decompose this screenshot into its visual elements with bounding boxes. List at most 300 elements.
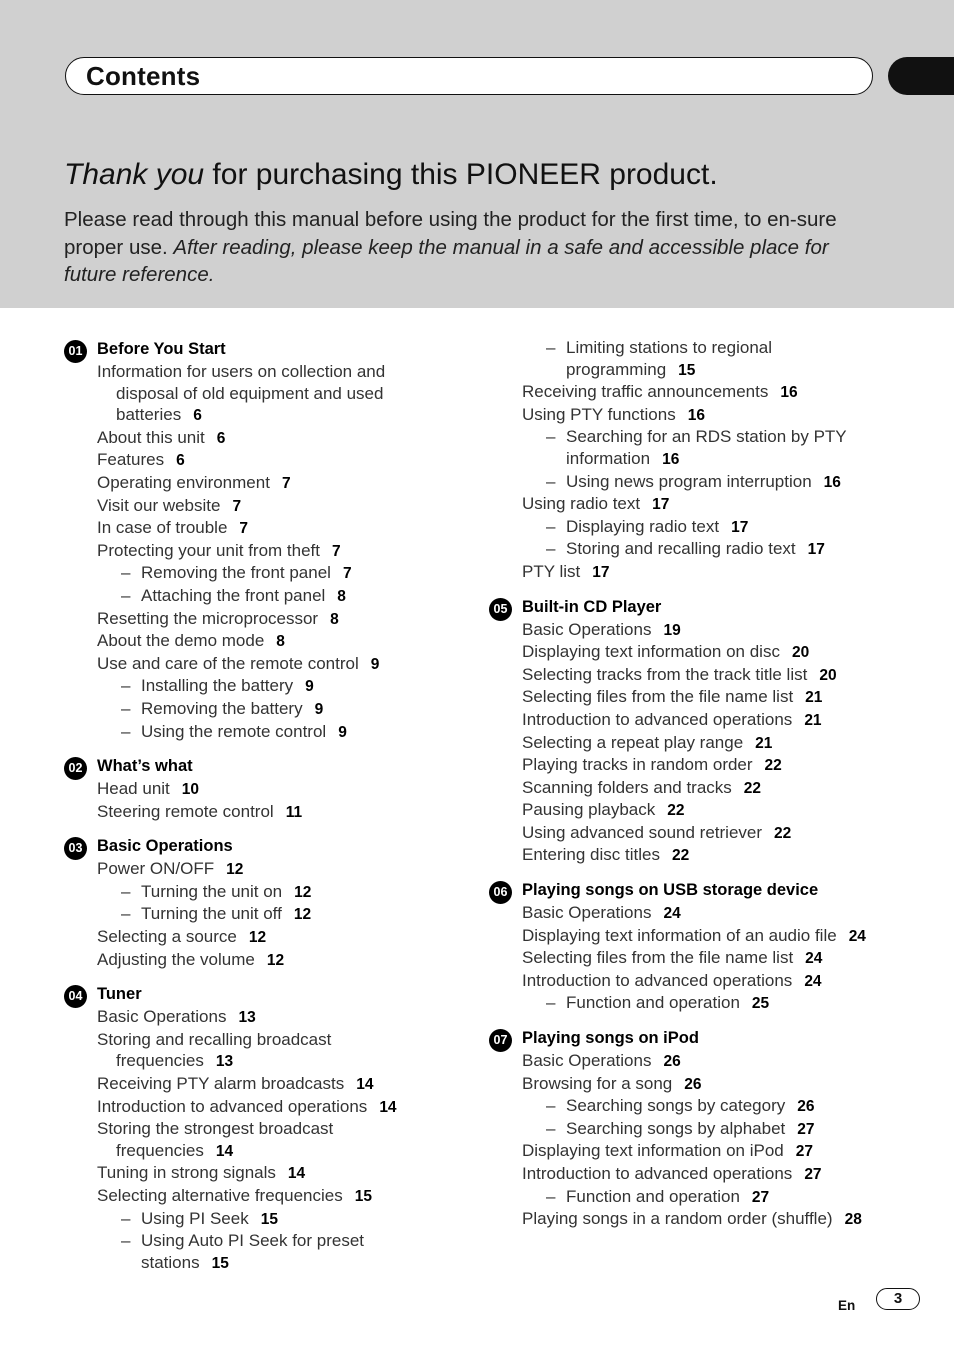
toc-entry-wrap [97, 1029, 444, 1073]
subentry-dash: – [121, 676, 131, 696]
toc-page-number: 22 [764, 757, 782, 775]
toc-entry-text: About the demo mode [97, 631, 265, 651]
toc-entry[interactable] [64, 698, 444, 721]
toc-page-number: 26 [663, 1053, 681, 1071]
toc-entry-text: Basic Operations [522, 619, 652, 639]
toc-entry-text: Storing and recalling broadcast frequencies [97, 1029, 332, 1071]
toc-entry-text: Pausing playback [522, 800, 656, 820]
toc-entry[interactable] [489, 664, 889, 687]
toc-page-number: 9 [370, 655, 380, 673]
toc-entry[interactable] [64, 653, 444, 676]
toc-page-number: 24 [663, 905, 681, 923]
toc-page-number: 7 [232, 497, 242, 515]
section-heading[interactable] [64, 756, 444, 778]
toc-page-number: 24 [804, 972, 822, 990]
toc-entry[interactable] [64, 427, 444, 450]
toc-entry[interactable] [64, 926, 444, 949]
toc-entry[interactable] [489, 732, 889, 755]
toc-entry[interactable] [489, 471, 889, 494]
subentry-dash: – [546, 1096, 556, 1116]
toc-page-number: 12 [266, 951, 285, 969]
toc-entry-text: Displaying text information on disc [522, 642, 780, 662]
toc-entry-text: Function and operation [566, 1186, 740, 1206]
toc-entry-wrap [97, 540, 444, 563]
toc-entry-text: Using Auto PI Seek for preset stations [141, 1231, 365, 1272]
toc-entry-text: Visit our website [97, 495, 221, 515]
section-heading[interactable] [489, 880, 889, 902]
toc-entry[interactable] [489, 1095, 889, 1118]
toc-entry-wrap [566, 1095, 889, 1118]
toc-entry-wrap [522, 947, 889, 970]
toc-page-number: 14 [287, 1165, 306, 1183]
toc-entry[interactable] [64, 1185, 444, 1208]
toc-entry[interactable] [64, 1029, 444, 1073]
toc-page-number: 13 [215, 1053, 234, 1071]
toc-page-number: 24 [805, 950, 823, 968]
toc-entry-text: Selecting files from the file name list [522, 948, 794, 968]
toc-entry-wrap [97, 778, 444, 801]
toc-page-number: 9 [338, 723, 347, 741]
section-number-badge: 03 [64, 837, 87, 860]
subentry-dash: – [121, 881, 131, 901]
toc-entry-text: Browsing for a song [522, 1073, 673, 1093]
section-number-badge: 05 [489, 598, 512, 621]
toc-entry-wrap [141, 1230, 444, 1274]
toc-page-number: 8 [337, 587, 346, 605]
contents-title-bar [65, 57, 873, 95]
toc-page-number: 20 [791, 644, 810, 662]
subentry-dash: – [546, 338, 556, 357]
toc-entry-text: Resetting the microprocessor [97, 608, 319, 628]
toc-entry-wrap [522, 754, 889, 777]
toc-entry[interactable] [489, 1073, 889, 1096]
toc-entry-wrap [97, 949, 444, 972]
toc-page-number: 27 [795, 1143, 813, 1161]
toc-page-number: 7 [239, 520, 249, 538]
subentry-dash: – [546, 427, 556, 447]
toc-entry[interactable] [489, 538, 889, 561]
toc-entry-wrap [97, 1185, 444, 1208]
toc-entry-wrap [97, 1073, 444, 1096]
toc-entry-text: Using PTY functions [522, 404, 676, 424]
toc-entry-text: Displaying text information on iPod [522, 1141, 784, 1161]
toc-section [64, 984, 444, 1274]
toc-entry-wrap [522, 381, 889, 404]
toc-entry-wrap [522, 970, 889, 993]
toc-page-number: 9 [314, 700, 324, 718]
toc-entry[interactable] [489, 992, 889, 1015]
toc-page-number: 19 [663, 621, 681, 639]
subentry-dash: – [546, 539, 556, 559]
toc-entry-wrap [522, 902, 889, 925]
toc-page-number: 26 [684, 1075, 702, 1093]
toc-entry[interactable] [64, 903, 444, 926]
toc-entry-wrap [522, 799, 889, 822]
toc-page-number: 12 [226, 861, 244, 879]
toc-entry-text: Scanning folders and tracks [522, 777, 732, 797]
toc-entry-text: Receiving traffic announcements [522, 382, 769, 402]
toc-entry-wrap [97, 858, 444, 881]
toc-entry[interactable] [64, 858, 444, 881]
toc-page-number: 17 [592, 563, 610, 581]
section-title: Before You Start [97, 340, 226, 358]
toc-entry-text: Introduction to advanced operations [522, 709, 793, 729]
toc-entry[interactable] [64, 1073, 444, 1096]
toc-page-number: 7 [342, 565, 352, 583]
toc-page-number: 27 [797, 1120, 815, 1138]
toc-entry-wrap [97, 517, 444, 540]
toc-page-number: 14 [215, 1142, 234, 1160]
toc-entry-text: Adjusting the volume [97, 949, 255, 969]
toc-entry[interactable] [489, 754, 889, 777]
toc-entry-text: Selecting a source [97, 927, 237, 947]
toc-entry[interactable] [489, 822, 889, 845]
section-number-badge: 06 [489, 881, 512, 904]
toc-entry-wrap [97, 926, 444, 949]
toc-entry[interactable] [64, 540, 444, 563]
toc-entry-wrap [522, 732, 889, 755]
toc-entry[interactable] [489, 337, 889, 381]
toc-page-number: 14 [356, 1076, 374, 1094]
toc-entry-wrap [522, 822, 889, 845]
toc-entry-wrap [522, 1073, 889, 1096]
toc-entry[interactable] [64, 1006, 444, 1029]
toc-entry-text: Introduction to advanced operations [522, 970, 793, 990]
toc-entry-text: Operating environment [97, 472, 270, 492]
toc-page-number: 15 [354, 1188, 372, 1205]
toc-entry[interactable] [64, 361, 444, 427]
toc-entry-text: Basic Operations [522, 1051, 652, 1071]
toc-page-number: 22 [667, 802, 685, 820]
toc-page-number: 22 [743, 779, 762, 797]
toc-entry-text: Selecting tracks from the track title list [522, 664, 808, 684]
toc-entry-wrap [97, 427, 444, 450]
toc-entry[interactable] [64, 675, 444, 698]
toc-entry-wrap [97, 1096, 444, 1119]
toc-entry[interactable] [489, 902, 889, 925]
section-title: Playing songs on USB storage device [522, 881, 819, 900]
toc-entry[interactable] [64, 630, 444, 653]
toc-entry-text: Selecting alternative frequencies [97, 1186, 343, 1205]
toc-section [489, 880, 889, 1015]
toc-entry-wrap [566, 992, 889, 1015]
toc-entry-text: Searching songs by alphabet [566, 1118, 786, 1138]
toc-entry[interactable] [489, 1163, 889, 1186]
toc-entry-text: Protecting your unit from theft [97, 540, 320, 560]
section-tab-marker [888, 57, 954, 95]
toc-entry-text: Basic Operations [522, 903, 652, 923]
toc-page-number: 16 [662, 450, 680, 468]
toc-entry-text: Storing and recalling radio text [566, 539, 796, 559]
toc-entry-text: Use and care of the remote control [97, 653, 359, 673]
toc-entry-wrap [141, 562, 444, 585]
toc-entry-text: Displaying text information of an audio file [522, 925, 837, 945]
section-title: What’s what [97, 757, 193, 776]
section-title: Tuner [97, 985, 142, 1004]
toc-entry[interactable] [489, 493, 889, 516]
toc-page-number: 15 [678, 361, 696, 379]
toc-page-number: 9 [305, 678, 314, 696]
language-label: En [838, 1298, 856, 1313]
toc-entry-text: Using news program interruption [566, 471, 812, 491]
toc-entry-wrap [522, 1208, 889, 1231]
toc-entry-wrap [141, 675, 444, 698]
toc-entry-wrap [566, 516, 889, 539]
toc-entry[interactable] [64, 1162, 444, 1185]
intro-italic: After reading, please keep the manual in a safe and accessible place for future reference. [64, 235, 829, 286]
toc-entry[interactable] [489, 925, 889, 948]
toc-entry-wrap [522, 404, 889, 427]
section-number-badge: 04 [64, 985, 87, 1008]
subentry-dash: – [546, 516, 556, 536]
toc-entry-text: Selecting files from the file name list [522, 687, 794, 707]
section-title: Built-in CD Player [522, 597, 662, 616]
subentry-dash: – [121, 563, 131, 583]
toc-entry-wrap [141, 903, 444, 926]
toc-section [489, 1028, 889, 1231]
toc-entry-wrap [522, 619, 889, 642]
toc-entry-text: Searching songs by category [566, 1096, 786, 1116]
toc-entry-wrap [97, 608, 444, 631]
toc-page-number: 12 [294, 883, 312, 901]
toc-entry[interactable] [64, 449, 444, 472]
toc-entry-wrap [522, 686, 889, 709]
subentry-dash: – [121, 698, 131, 718]
toc-page-number: 8 [330, 610, 339, 628]
toc-entry[interactable] [489, 844, 889, 867]
toc-entry-wrap [522, 493, 889, 516]
toc-entry[interactable] [64, 801, 444, 824]
thank-you-rest: for purchasing this PIONEER product. [204, 158, 718, 191]
toc-entry[interactable] [489, 1186, 889, 1209]
toc-page-number: 28 [844, 1211, 862, 1229]
toc-entry-text: Information for users on collection and disposal of old equipment and used batteries [97, 362, 386, 425]
toc-page-number: 21 [805, 689, 823, 707]
toc-section [489, 337, 889, 584]
toc-page-number: 20 [819, 666, 837, 684]
toc-entry[interactable] [64, 562, 444, 585]
toc-entry-wrap [522, 925, 889, 948]
toc-entry-wrap [566, 1118, 889, 1141]
toc-entry[interactable] [64, 1208, 444, 1231]
toc-entry[interactable] [64, 1096, 444, 1119]
toc-entry[interactable] [489, 516, 889, 539]
section-number-badge: 07 [489, 1029, 512, 1052]
toc-page-number: 17 [652, 496, 670, 514]
toc-entry[interactable] [489, 799, 889, 822]
thank-you-italic: Thank you [64, 158, 205, 191]
toc-entry-wrap [522, 641, 889, 664]
toc-entry[interactable] [489, 970, 889, 993]
toc-page-number: 21 [804, 711, 822, 729]
toc-page-number: 7 [281, 474, 291, 492]
toc-page-number: 17 [731, 518, 749, 536]
toc-entry-wrap [97, 653, 444, 676]
section-number-badge: 01 [64, 340, 87, 363]
section-number-badge: 02 [64, 757, 87, 780]
toc-entry[interactable] [64, 721, 444, 744]
toc-entry[interactable] [489, 709, 889, 732]
toc-entry[interactable] [64, 1230, 444, 1274]
toc-entry[interactable] [64, 495, 444, 518]
toc-entry-text: Tuning in strong signals [97, 1163, 276, 1183]
toc-entry-wrap [97, 472, 444, 495]
toc-entry-text: In case of trouble [97, 518, 228, 538]
toc-entry[interactable] [489, 561, 889, 584]
toc-page-number: 16 [823, 473, 841, 491]
toc-entry[interactable] [64, 472, 444, 495]
toc-entry-wrap [566, 538, 889, 561]
toc-page-number: 22 [671, 847, 690, 865]
toc-entry-wrap [522, 1163, 889, 1186]
toc-entry-text: Playing songs in a random order (shuffle) [522, 1209, 833, 1229]
toc-entry[interactable] [489, 619, 889, 642]
toc-entry-text: Entering disc titles [522, 845, 660, 865]
intro-paragraph [64, 206, 884, 289]
toc-entry[interactable] [489, 686, 889, 709]
toc-entry-text: Searching for an RDS station by PTY information [566, 427, 847, 468]
toc-page-number: 27 [751, 1188, 770, 1206]
toc-entry[interactable] [64, 517, 444, 540]
toc-entry[interactable] [489, 426, 889, 470]
toc-page-number: 15 [260, 1210, 278, 1228]
toc-page-number: 12 [248, 929, 267, 947]
section-heading[interactable] [64, 339, 444, 361]
toc-entry-text: Attaching the front panel [141, 585, 326, 605]
toc-section [64, 836, 444, 971]
section-heading[interactable] [489, 597, 889, 619]
toc-entry-text: Using PI Seek [141, 1208, 249, 1228]
toc-entry-text: About this unit [97, 427, 205, 447]
toc-entry-wrap [522, 1050, 889, 1073]
toc-page-number: 6 [193, 407, 202, 425]
toc-entry-wrap [97, 361, 444, 427]
toc-right-column [489, 337, 889, 1244]
toc-entry-text: Using advanced sound retriever [522, 822, 763, 842]
section-title: Basic Operations [97, 837, 233, 856]
toc-entry-text: Head unit [97, 779, 170, 799]
toc-page-number: 25 [751, 995, 770, 1013]
toc-entry-text: Limiting stations to regional programming [566, 338, 773, 379]
header-band [0, 0, 954, 308]
toc-section [64, 339, 444, 743]
toc-entry[interactable] [489, 777, 889, 800]
toc-page-number: 27 [804, 1166, 822, 1183]
toc-page-number: 12 [293, 906, 312, 924]
toc-entry-wrap [97, 630, 444, 653]
toc-page-number: 7 [332, 542, 341, 560]
toc-entry-wrap [522, 777, 889, 800]
toc-page-number: 21 [755, 734, 773, 752]
toc-entry-wrap [522, 1140, 889, 1163]
toc-section [64, 756, 444, 823]
section-heading[interactable] [489, 1028, 889, 1050]
toc-entry-wrap [141, 698, 444, 721]
toc-entry[interactable] [64, 608, 444, 631]
subentry-dash: – [121, 904, 131, 924]
toc-entry-text: Using radio text [522, 494, 641, 514]
toc-entry[interactable] [64, 585, 444, 608]
toc-entry[interactable] [489, 1208, 889, 1231]
toc-entry-wrap [141, 1208, 444, 1231]
toc-entry-text: Selecting a repeat play range [522, 732, 744, 752]
toc-page-number: 24 [848, 927, 866, 945]
section-heading[interactable] [64, 984, 444, 1006]
toc-entry-text: Power ON/OFF [97, 859, 215, 879]
toc-entry-wrap [566, 337, 889, 381]
toc-entry-wrap [97, 1006, 444, 1029]
toc-page-number: 15 [211, 1254, 229, 1272]
toc-entry[interactable] [64, 1118, 444, 1162]
toc-entry[interactable] [489, 641, 889, 664]
subentry-dash: – [546, 1186, 556, 1206]
toc-page-number: 17 [807, 541, 825, 559]
toc-page-number: 22 [774, 824, 792, 842]
subentry-dash: – [546, 1118, 556, 1138]
toc-entry[interactable] [64, 778, 444, 801]
toc-entry-text: Removing the front panel [141, 563, 331, 583]
toc-entry-text: Introduction to advanced operations [522, 1164, 793, 1183]
contents-title: Contents [86, 61, 201, 91]
toc-entry-wrap [97, 449, 444, 472]
toc-left-column [64, 339, 444, 1287]
subentry-dash: – [546, 471, 556, 491]
toc-entry-text: Turning the unit off [141, 904, 282, 924]
toc-page-number: 8 [276, 633, 285, 651]
toc-entry-text: Playing tracks in random order [522, 755, 753, 775]
toc-page-number: 6 [176, 452, 185, 470]
subentry-dash: – [121, 721, 131, 741]
subentry-dash: – [121, 585, 131, 605]
toc-page-number: 26 [797, 1098, 815, 1116]
toc-entry-text: Removing the battery [141, 698, 303, 718]
subentry-dash: – [546, 993, 556, 1013]
toc-section [489, 597, 889, 868]
toc-entry[interactable] [489, 404, 889, 427]
toc-entry-wrap [522, 844, 889, 867]
toc-entry-wrap [566, 1186, 889, 1209]
toc-entry-wrap [566, 471, 889, 494]
toc-entry[interactable] [489, 947, 889, 970]
toc-entry-wrap [97, 1118, 444, 1162]
toc-entry[interactable] [489, 381, 889, 404]
intro-plain: Please read through this manual before using the product for the first time, to en-sure proper use. [64, 208, 837, 259]
toc-entry[interactable] [64, 949, 444, 972]
toc-page-number: 10 [181, 781, 200, 799]
toc-page-number: 11 [285, 803, 303, 821]
toc-entry-text: Basic Operations [97, 1007, 227, 1027]
toc-entry-wrap [141, 881, 444, 904]
toc-entry-text: Installing the battery [141, 676, 294, 696]
toc-entry[interactable] [64, 881, 444, 904]
toc-entry-text: Steering remote control [97, 801, 274, 821]
toc-page-number: 13 [238, 1009, 256, 1027]
section-heading[interactable] [64, 836, 444, 858]
toc-entry[interactable] [489, 1118, 889, 1141]
toc-entry[interactable] [489, 1050, 889, 1073]
toc-entry[interactable] [489, 1140, 889, 1163]
toc-entry-text: Features [97, 450, 165, 470]
toc-entry-wrap [97, 801, 444, 824]
toc-page-number: 16 [780, 384, 798, 402]
toc-entry-text: Introduction to advanced operations [97, 1096, 368, 1116]
toc-entry-text: Displaying radio text [566, 516, 720, 536]
toc-entry-wrap [141, 721, 444, 744]
toc-entry-text: Receiving PTY alarm broadcasts [97, 1074, 345, 1094]
toc-entry-text: PTY list [522, 561, 581, 581]
toc-entry-text: Turning the unit on [141, 881, 283, 901]
toc-entry-wrap [522, 709, 889, 732]
